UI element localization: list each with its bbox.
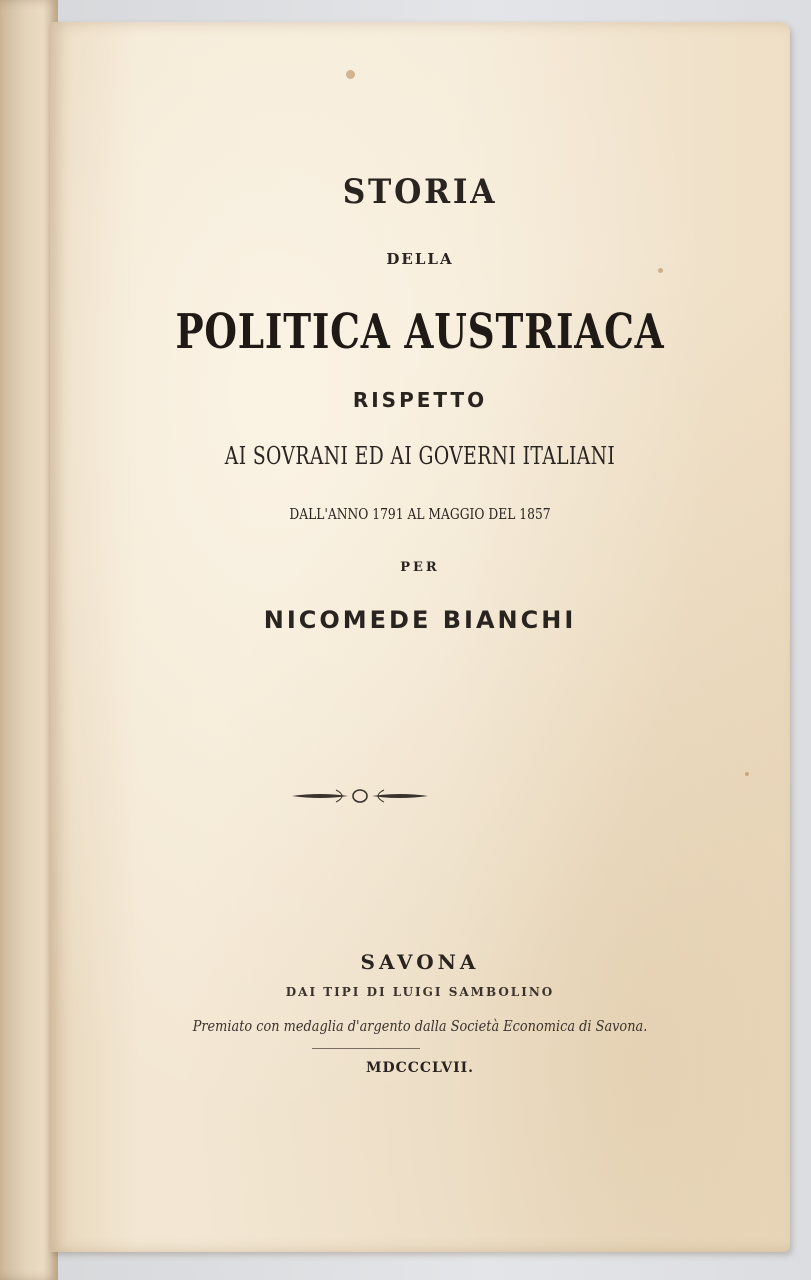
title-page (50, 22, 790, 1252)
foxing-spot (346, 70, 355, 79)
subtitle-line-3: DALL'ANNO 1791 AL MAGGIO DEL 1857 (289, 505, 551, 523)
foxing-spot (658, 268, 663, 273)
divider-rule (312, 1048, 420, 1049)
title-line-2: DELLA (386, 250, 454, 268)
title-line-3: POLITICA AUSTRIACA (175, 304, 665, 360)
foxing-spot (745, 772, 749, 776)
publication-place: SAVONA (360, 950, 480, 974)
award-note: Premiato con medaglia d'argento dalla Società Economica di Savona. (192, 1017, 648, 1035)
publication-year: MDCCCLVII. (365, 1060, 475, 1076)
author-name: NICOMEDE BIANCHI (263, 606, 577, 634)
subtitle-line-2: AI SOVRANI ED AI GOVERNI ITALIANI (224, 442, 616, 470)
decorative-ornament (290, 784, 430, 808)
by-label: PER (400, 560, 440, 575)
printer-line: DAI TIPI DI LUIGI SAMBOLINO (285, 985, 555, 999)
subtitle-line-1: RISPETTO (352, 388, 488, 412)
title-line-1: STORIA (342, 172, 498, 212)
